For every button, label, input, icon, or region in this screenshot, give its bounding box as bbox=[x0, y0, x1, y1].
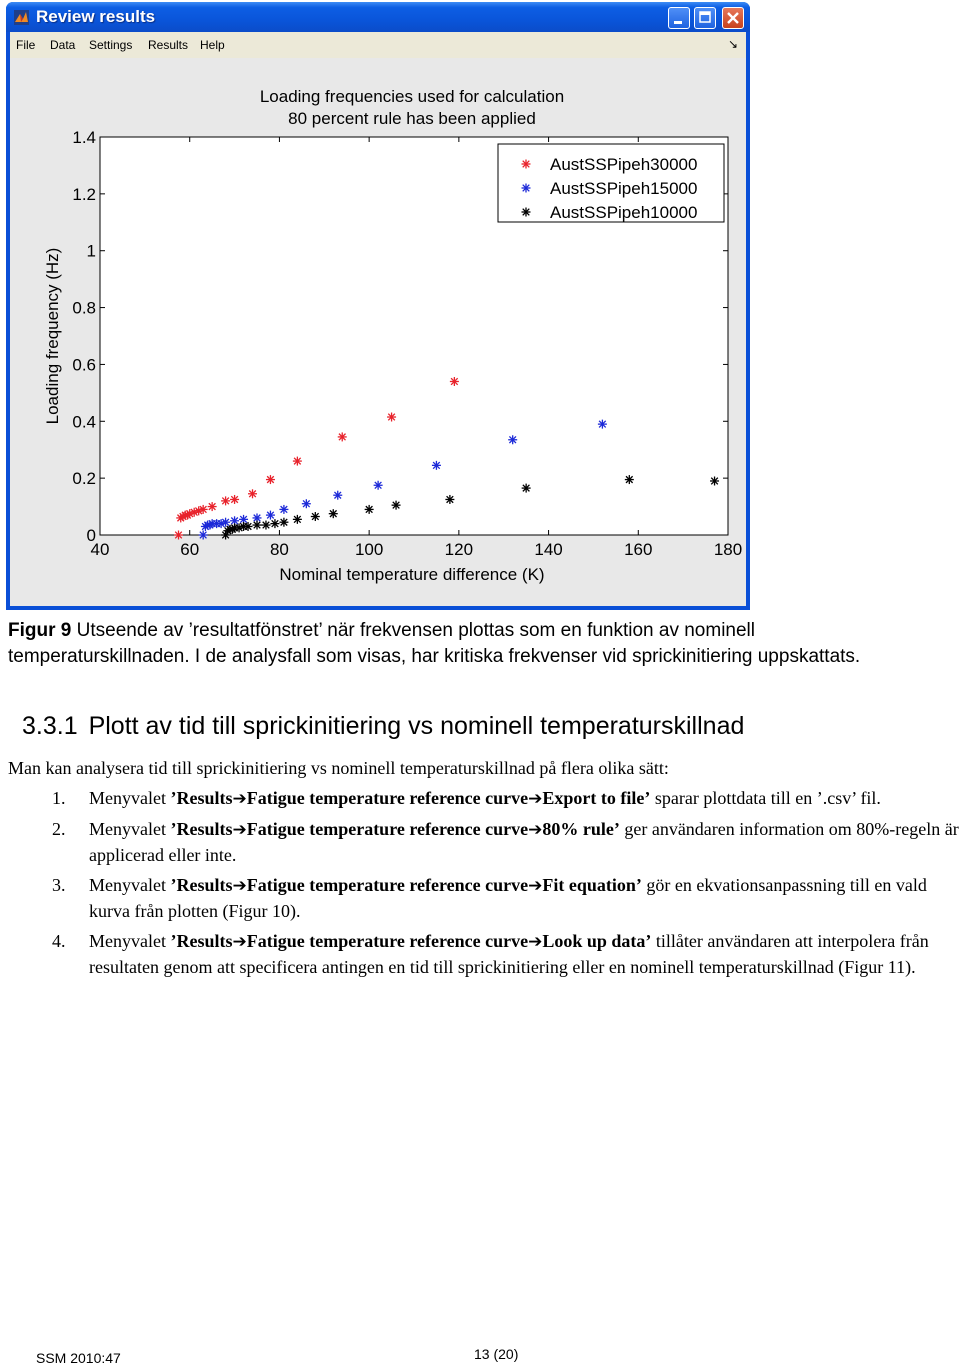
figure-caption bbox=[8, 618, 908, 670]
arrow-icon: ➔ bbox=[232, 876, 247, 896]
x-tick-label: 160 bbox=[624, 540, 653, 559]
loading-frequency-chart bbox=[10, 58, 746, 606]
x-tick-label: 40 bbox=[90, 540, 110, 559]
data-point-series-2 bbox=[266, 511, 275, 520]
y-tick-label: 1.4 bbox=[72, 128, 96, 147]
legend-marker-2 bbox=[522, 184, 531, 193]
x-axis-label: Nominal temperature difference (K) bbox=[279, 565, 545, 584]
list-item bbox=[52, 929, 960, 980]
menu-data[interactable]: Data bbox=[50, 38, 76, 52]
matlab-app-icon bbox=[14, 10, 29, 25]
x-tick-label: 140 bbox=[534, 540, 563, 559]
list-text-prefix: Menyvalet bbox=[89, 788, 171, 808]
minimize-icon bbox=[669, 8, 689, 28]
x-tick-label: 80 bbox=[269, 540, 289, 559]
data-point-series-1 bbox=[293, 457, 302, 466]
list-item bbox=[52, 817, 960, 868]
data-point-series-1 bbox=[450, 377, 459, 386]
legend-label-1: AustSSPipeh30000 bbox=[550, 155, 698, 174]
list-number: 1. bbox=[52, 788, 66, 808]
data-point-series-2 bbox=[432, 461, 441, 470]
arrow-icon: ➔ bbox=[232, 789, 247, 809]
legend-marker-1 bbox=[522, 160, 531, 169]
section-title: Plott av tid till sprickinitiering vs nominell temperaturskillnad bbox=[88, 712, 745, 740]
menu-options-list bbox=[52, 786, 960, 985]
intro-paragraph: Man kan analysera tid till sprickinitiering vs nominell temperaturskillnad på flera olika sätt: bbox=[8, 758, 669, 778]
footer-report-id: SSM 2010:47 bbox=[36, 1350, 121, 1366]
x-tick-label: 180 bbox=[713, 540, 743, 559]
menu-path-fatigue: Fatigue temperature reference curve bbox=[246, 931, 529, 951]
data-point-series-2 bbox=[333, 491, 342, 500]
data-point-series-1 bbox=[248, 489, 257, 498]
data-point-series-2 bbox=[221, 518, 230, 527]
data-point-series-3 bbox=[253, 521, 262, 530]
footer-page-number: 13 (20) bbox=[474, 1346, 519, 1362]
x-tick-label: 60 bbox=[180, 540, 200, 559]
y-tick-label: 1.2 bbox=[72, 184, 96, 204]
data-point-series-1 bbox=[266, 475, 275, 484]
data-point-series-3 bbox=[261, 521, 270, 530]
caption-label: Figur 9 bbox=[8, 620, 72, 641]
menu-path-results: ’Results bbox=[170, 788, 233, 808]
data-point-series-3 bbox=[710, 476, 719, 485]
close-icon bbox=[723, 8, 743, 28]
data-point-series-3 bbox=[244, 522, 253, 531]
data-point-series-1 bbox=[199, 505, 208, 514]
y-tick-label: 0 bbox=[86, 526, 96, 545]
data-point-series-2 bbox=[199, 531, 208, 540]
data-point-series-2 bbox=[508, 435, 517, 444]
y-tick-label: 0.8 bbox=[72, 298, 96, 318]
caption-text: Utseende av ’resultatfönstret’ när frekvensen plottas som en funktion av nominell temperaturskillnaden. I de analysfall som visas, har kritiska frekvenser vid sprickinitiering uppskattats. bbox=[8, 620, 861, 667]
list-text-suffix: tillåter användaren att interpolera från resultaten genom att specificera antingen en tid till sprickinitiering eller en nominell temperaturskillnad (Figur 11). bbox=[89, 931, 929, 977]
legend-marker-3 bbox=[522, 208, 531, 217]
data-point-series-2 bbox=[374, 481, 383, 490]
data-point-series-3 bbox=[625, 475, 634, 484]
section-heading bbox=[22, 712, 744, 741]
window-title: Review results bbox=[36, 7, 156, 26]
menu-settings[interactable]: Settings bbox=[89, 38, 133, 52]
list-item bbox=[52, 786, 960, 812]
y-tick-label: 0.2 bbox=[72, 469, 96, 489]
chart-title: Loading frequencies used for calculation bbox=[259, 87, 565, 106]
data-point-series-1 bbox=[387, 413, 396, 422]
window-client-area bbox=[10, 32, 746, 606]
maximize-icon bbox=[695, 8, 715, 28]
menu-bar bbox=[10, 32, 746, 58]
x-tick-label: 100 bbox=[354, 540, 384, 559]
maximize-button[interactable] bbox=[694, 7, 716, 29]
menu-results[interactable]: Results bbox=[148, 38, 189, 52]
menu-path-fatigue: Fatigue temperature reference curve bbox=[246, 875, 529, 895]
data-point-series-2 bbox=[598, 420, 607, 429]
data-point-series-1 bbox=[221, 496, 230, 505]
data-point-series-3 bbox=[270, 519, 279, 528]
arrow-icon: ➔ bbox=[528, 932, 543, 952]
list-text-suffix: gör en ekvationsanpassning till en vald kurva från plotten (Figur 10). bbox=[89, 875, 927, 921]
list-text-prefix: Menyvalet bbox=[89, 819, 171, 839]
legend-label-2: AustSSPipeh15000 bbox=[550, 179, 698, 198]
y-axis-label: Loading frequency (Hz) bbox=[43, 247, 62, 425]
data-point-series-1 bbox=[208, 502, 217, 511]
data-point-series-1 bbox=[338, 432, 347, 441]
arrow-icon: ➔ bbox=[528, 876, 543, 896]
chart-subtitle: 80 percent rule has been applied bbox=[288, 109, 536, 128]
data-point-series-3 bbox=[522, 484, 531, 493]
menu-path-action: 80% rule’ bbox=[542, 819, 620, 839]
menu-path-action: Look up data’ bbox=[542, 931, 652, 951]
arrow-icon: ➔ bbox=[528, 820, 543, 840]
data-point-series-3 bbox=[293, 515, 302, 524]
list-number: 3. bbox=[52, 875, 66, 895]
menu-path-action: Fit equation’ bbox=[542, 875, 642, 895]
data-point-series-3 bbox=[392, 501, 401, 510]
data-point-series-1 bbox=[230, 495, 239, 504]
y-tick-label: 0.6 bbox=[72, 355, 96, 375]
data-point-series-1 bbox=[174, 531, 183, 540]
list-number: 4. bbox=[52, 931, 66, 951]
list-item bbox=[52, 873, 960, 924]
figure-area bbox=[10, 58, 746, 606]
list-text-prefix: Menyvalet bbox=[89, 931, 171, 951]
menu-help[interactable]: Help bbox=[200, 38, 225, 52]
menu-path-fatigue: Fatigue temperature reference curve bbox=[246, 819, 529, 839]
list-text-suffix: sparar plottdata till en ’.csv’ fil. bbox=[650, 788, 881, 808]
data-point-series-3 bbox=[365, 505, 374, 514]
data-point-series-2 bbox=[302, 499, 311, 508]
data-point-series-3 bbox=[445, 495, 454, 504]
menu-path-fatigue: Fatigue temperature reference curve bbox=[246, 788, 529, 808]
data-point-series-3 bbox=[329, 509, 338, 518]
section-number: 3.3.1 bbox=[22, 712, 78, 740]
data-point-series-2 bbox=[279, 505, 288, 514]
menu-path-action: Export to file’ bbox=[542, 788, 651, 808]
review-results-window bbox=[6, 2, 750, 610]
close-button[interactable] bbox=[722, 7, 744, 29]
list-number: 2. bbox=[52, 819, 66, 839]
menu-path-results: ’Results bbox=[170, 875, 233, 895]
dock-arrow-icon[interactable]: ↘ bbox=[727, 37, 738, 51]
minimize-button[interactable] bbox=[668, 7, 690, 29]
title-bar[interactable] bbox=[6, 2, 750, 32]
x-tick-label: 120 bbox=[444, 540, 474, 559]
menu-path-results: ’Results bbox=[170, 819, 233, 839]
list-text-prefix: Menyvalet bbox=[89, 875, 171, 895]
data-point-series-3 bbox=[279, 518, 288, 527]
y-tick-label: 0.4 bbox=[72, 412, 96, 432]
y-tick-label: 1 bbox=[86, 241, 96, 261]
arrow-icon: ➔ bbox=[528, 789, 543, 809]
list-text-suffix: ger användaren information om 80%-regeln är applicerad eller inte. bbox=[89, 819, 959, 865]
legend-label-3: AustSSPipeh10000 bbox=[550, 203, 698, 222]
arrow-icon: ➔ bbox=[232, 820, 247, 840]
arrow-icon: ➔ bbox=[232, 932, 247, 952]
menu-file[interactable]: File bbox=[16, 38, 36, 52]
menu-path-results: ’Results bbox=[170, 931, 233, 951]
data-point-series-3 bbox=[311, 512, 320, 521]
